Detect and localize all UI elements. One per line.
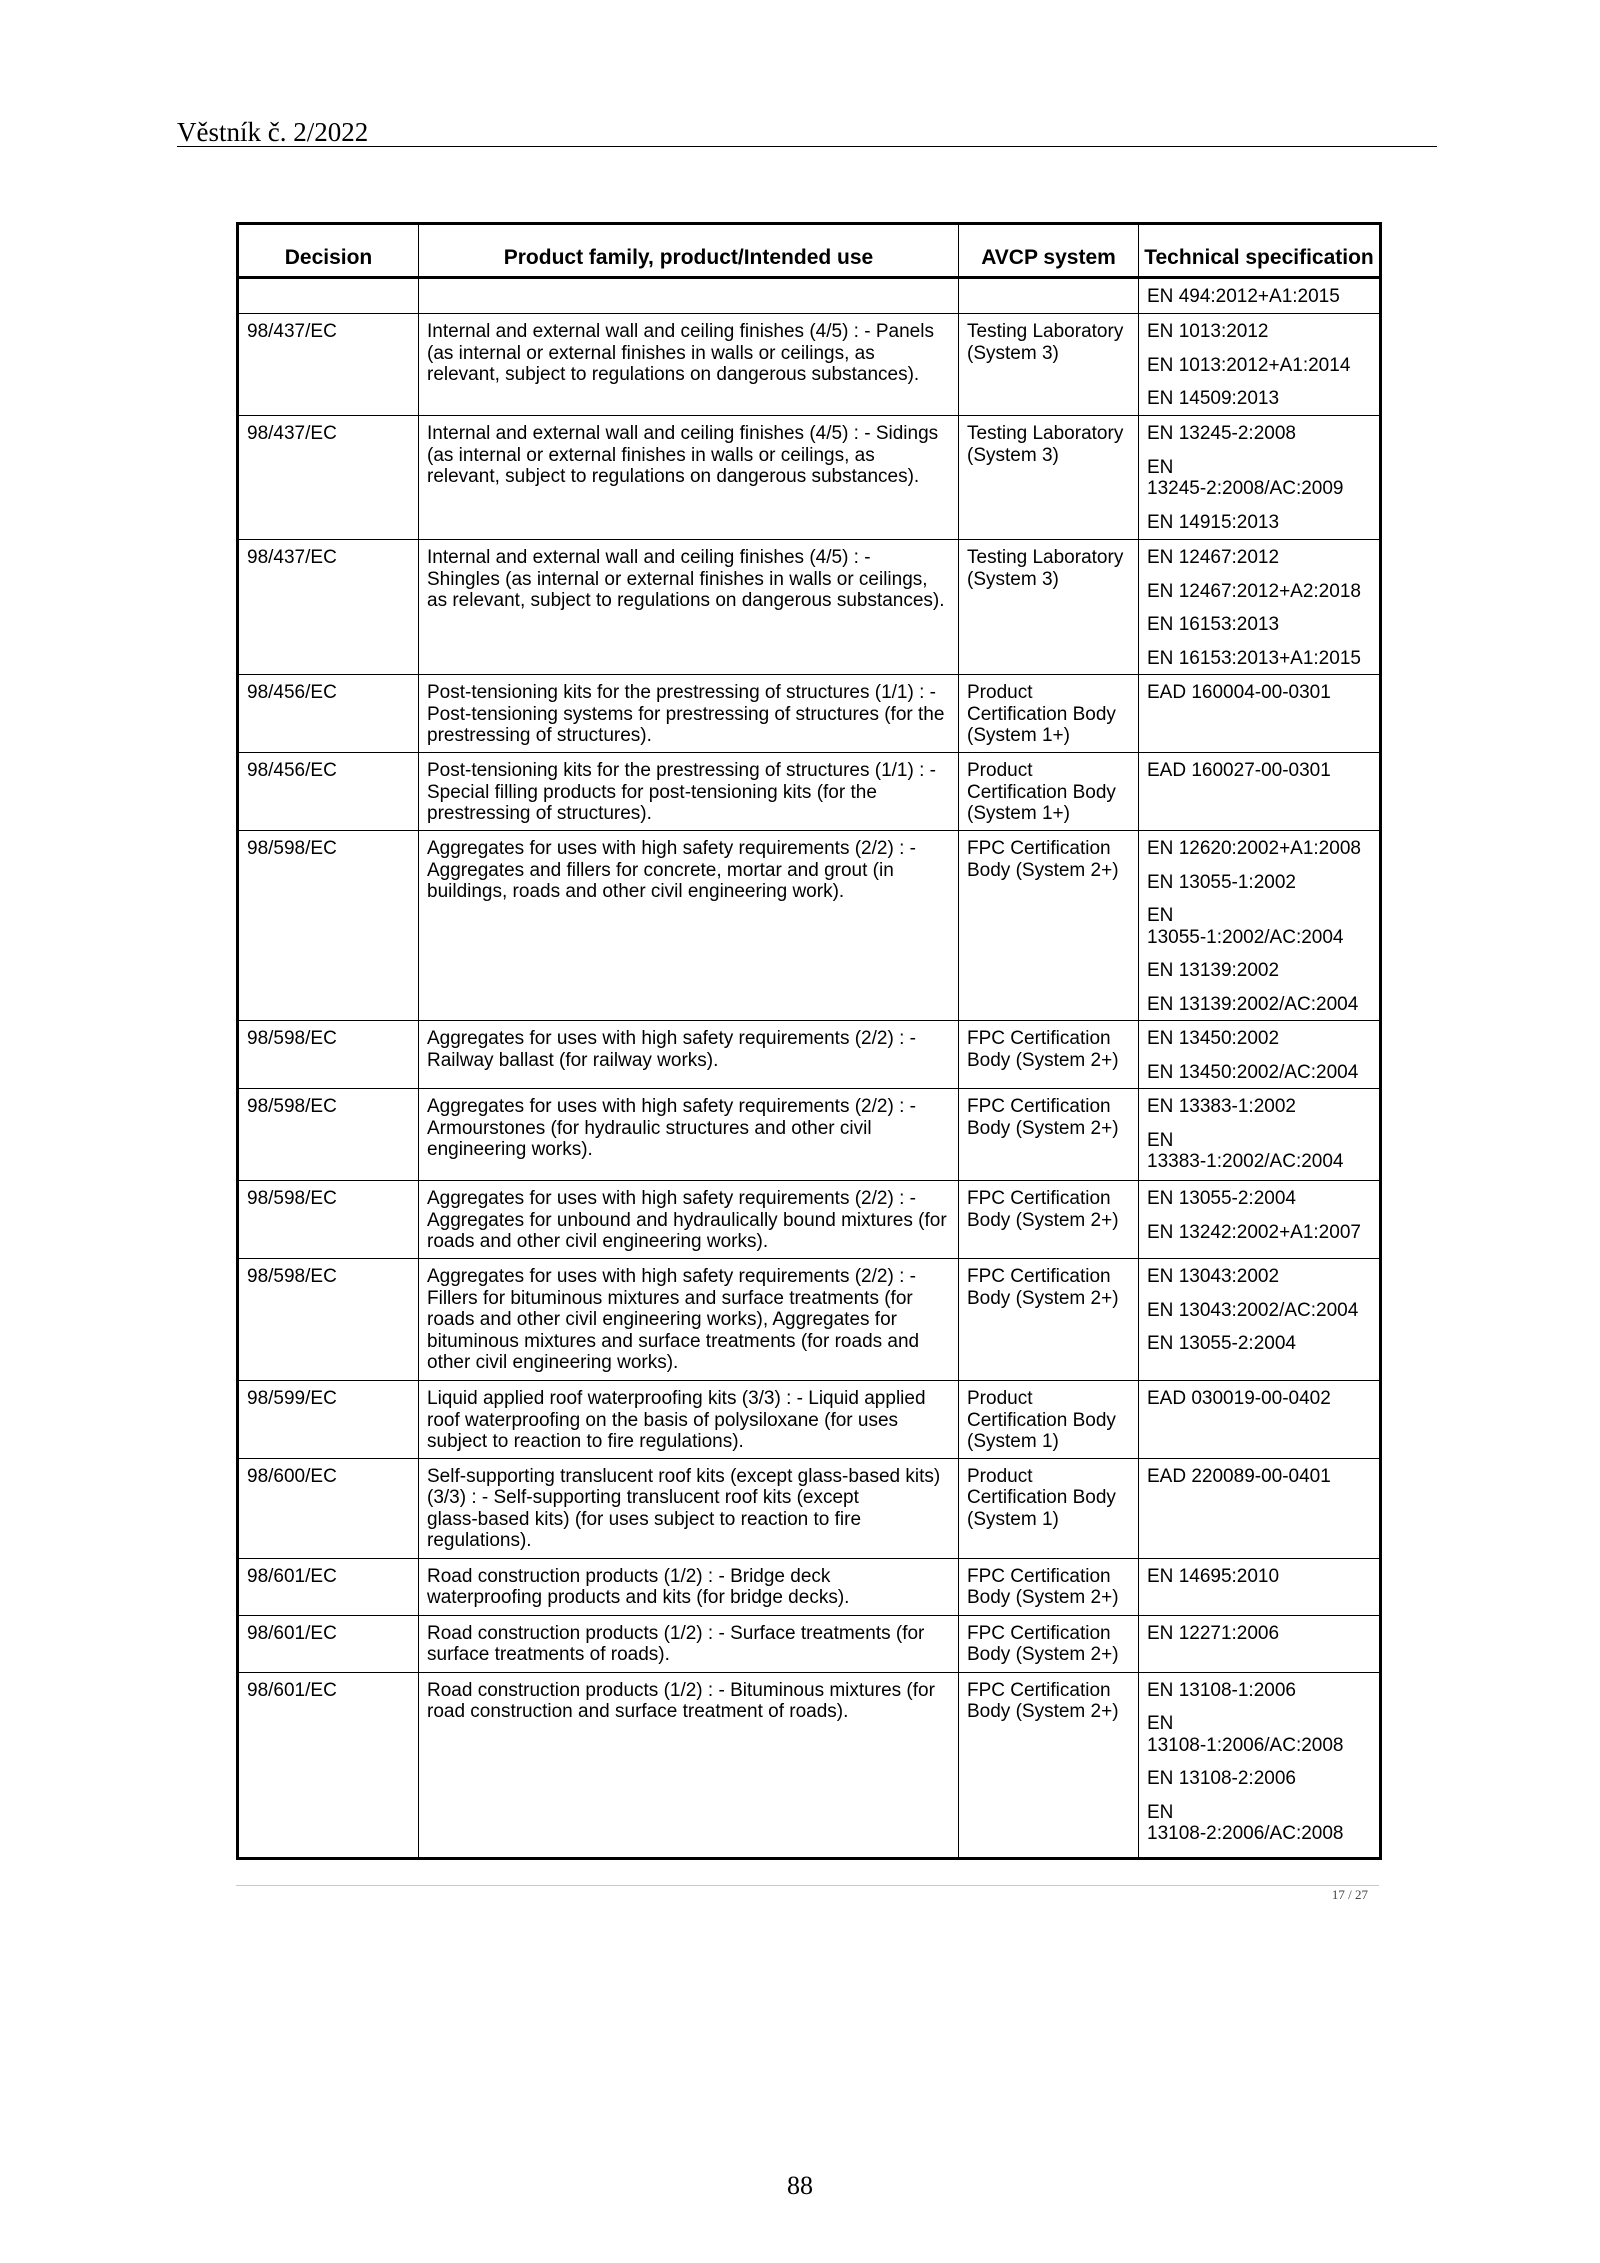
tech-spec-item: EN 13108-2:2006/AC:2008 — [1147, 1801, 1344, 1844]
product-line: Internal and external wall and ceiling finishes (4/5) : - — [427, 547, 871, 568]
tech-spec-item: EN 13139:2002 — [1147, 960, 1280, 981]
column-header-product: Product family, product/Intended use — [419, 224, 959, 278]
product-line: roof waterproofing on the basis of polysiloxane (for uses — [427, 1409, 899, 1431]
avcp-line: FPC Certification — [967, 1188, 1111, 1209]
tech-spec-cell — [1139, 831, 1381, 1021]
product-cell — [419, 314, 959, 416]
product-cell — [419, 1089, 959, 1181]
table-row — [238, 278, 1381, 314]
product-line: Shingles (as internal or external finishes in walls or ceilings, — [427, 568, 928, 590]
avcp-line: Body (System 2+) — [967, 1701, 1119, 1722]
avcp-cell — [959, 1458, 1139, 1558]
product-line: Post-tensioning kits for the prestressing of structures (1/1) : - — [427, 682, 936, 703]
tech-spec-item: EN 12271:2006 — [1147, 1622, 1280, 1644]
avcp-line: Body (System 2+) — [967, 1644, 1119, 1665]
product-cell — [419, 540, 959, 675]
product-line: Aggregates for uses with high safety requirements (2/2) : - — [427, 1266, 916, 1287]
tech-spec-item: EN 13383-1:2002 — [1147, 1096, 1296, 1117]
tech-spec-item: EN 13383-1:2002/AC:2004 — [1147, 1129, 1344, 1172]
avcp-line: Product — [967, 682, 1033, 703]
avcp-cell — [959, 1181, 1139, 1259]
tech-spec-item: EN 13450:2002 — [1147, 1028, 1280, 1049]
tech-spec-cell — [1139, 1458, 1381, 1558]
avcp-line: Body (System 2+) — [967, 859, 1119, 881]
avcp-line: (System 3) — [967, 342, 1059, 364]
product-line: prestressing of structures). — [427, 803, 652, 824]
tech-spec-cell — [1139, 753, 1381, 831]
avcp-line: Product — [967, 1388, 1033, 1409]
avcp-line: Testing Laboratory — [967, 547, 1124, 568]
tech-spec-cell — [1139, 1558, 1381, 1615]
avcp-cell — [959, 540, 1139, 675]
avcp-line: Product — [967, 1465, 1033, 1487]
product-line: Post-tensioning systems for prestressing of structures (for the — [427, 703, 945, 725]
table-row — [238, 540, 1381, 675]
product-line: Aggregates and fillers for concrete, mortar and grout (in — [427, 859, 894, 881]
tech-spec-item: EN 14509:2013 — [1147, 388, 1280, 409]
tech-spec-item: EN 13108-2:2006 — [1147, 1768, 1296, 1789]
tech-spec-item: EN 12620:2002+A1:2008 — [1147, 838, 1361, 859]
product-line: waterproofing products and kits (for bridge decks). — [427, 1587, 850, 1608]
table-row — [238, 1181, 1381, 1259]
avcp-line: Body (System 2+) — [967, 1049, 1119, 1071]
avcp-cell — [959, 416, 1139, 540]
product-line: Armourstones (for hydraulic structures and other civil — [427, 1117, 872, 1139]
avcp-line: (System 1) — [967, 1508, 1059, 1530]
decision-cell: 98/456/EC — [238, 675, 419, 753]
avcp-cell — [959, 1021, 1139, 1089]
table-row — [238, 831, 1381, 1021]
avcp-line: FPC Certification — [967, 1679, 1111, 1701]
avcp-cell — [959, 1672, 1139, 1858]
product-line: engineering works). — [427, 1139, 593, 1160]
page-number: 88 — [787, 2171, 813, 2200]
tech-spec-cell — [1139, 1615, 1381, 1672]
avcp-line: (System 1+) — [967, 725, 1070, 746]
decision-cell: 98/456/EC — [238, 753, 419, 831]
avcp-line: Certification Body — [967, 1409, 1116, 1431]
avcp-line: Body (System 2+) — [967, 1117, 1119, 1139]
table-row — [238, 416, 1381, 540]
avcp-line: Body (System 2+) — [967, 1209, 1119, 1231]
column-header-avcp: AVCP system — [959, 224, 1139, 278]
tech-spec-item: EAD 160027-00-0301 — [1147, 760, 1331, 781]
tech-spec-item: EN 13242:2002+A1:2007 — [1147, 1221, 1361, 1243]
tech-spec-item: EN 13055-1:2002/AC:2004 — [1147, 905, 1344, 948]
product-line: Special filling products for post-tensioning kits (for the — [427, 781, 877, 803]
avcp-line: (System 3) — [967, 568, 1059, 590]
decision-cell — [238, 278, 419, 314]
tech-spec-item: EN 13055-1:2002 — [1147, 871, 1296, 893]
product-line: Aggregates for uses with high safety requirements (2/2) : - — [427, 838, 916, 859]
avcp-line: (System 3) — [967, 444, 1059, 466]
avcp-line: FPC Certification — [967, 838, 1111, 859]
product-cell — [419, 1181, 959, 1259]
decision-cell: 98/437/EC — [238, 416, 419, 540]
avcp-cell — [959, 1259, 1139, 1381]
avcp-line: FPC Certification — [967, 1028, 1111, 1049]
avcp-line: Certification Body — [967, 1487, 1116, 1508]
product-cell — [419, 675, 959, 753]
product-line: Liquid applied roof waterproofing kits (3/3) : - Liquid applied — [427, 1388, 926, 1409]
product-line: Post-tensioning kits for the prestressing of structures (1/1) : - — [427, 760, 936, 781]
avcp-line: (System 1+) — [967, 803, 1070, 824]
table-row — [238, 314, 1381, 416]
avcp-line: Testing Laboratory — [967, 423, 1124, 444]
product-line: as relevant, subject to regulations on dangerous substances). — [427, 590, 945, 611]
product-cell — [419, 753, 959, 831]
tech-spec-cell — [1139, 314, 1381, 416]
avcp-cell — [959, 1558, 1139, 1615]
tech-spec-item: EAD 220089-00-0401 — [1147, 1465, 1331, 1487]
tech-spec-item: EN 494:2012+A1:2015 — [1147, 286, 1340, 307]
header-row — [238, 224, 1381, 278]
tech-spec-cell — [1139, 1259, 1381, 1381]
tech-spec-cell — [1139, 1089, 1381, 1181]
product-line: Self-supporting translucent roof kits (except glass-based kits) — [427, 1465, 941, 1487]
product-line: relevant, subject to regulations on dangerous substances). — [427, 466, 920, 487]
decision-cell: 98/598/EC — [238, 1259, 419, 1381]
decisions-table — [236, 222, 1382, 1860]
product-line: Road construction products (1/2) : - Surface treatments (for — [427, 1622, 925, 1644]
avcp-cell — [959, 1615, 1139, 1672]
avcp-line: (System 1) — [967, 1431, 1059, 1452]
product-line: roads and other civil engineering works), Aggregates for — [427, 1309, 897, 1330]
tech-spec-cell — [1139, 1021, 1381, 1089]
product-cell — [419, 1021, 959, 1089]
tech-spec-item: EN 13450:2002/AC:2004 — [1147, 1061, 1359, 1083]
avcp-line: FPC Certification — [967, 1565, 1111, 1587]
tech-spec-item: EN 1013:2012+A1:2014 — [1147, 354, 1351, 376]
decision-cell: 98/600/EC — [238, 1458, 419, 1558]
product-line: other civil engineering works). — [427, 1352, 679, 1373]
product-cell — [419, 1558, 959, 1615]
table-row — [238, 1021, 1381, 1089]
page-title: Věstník č. 2/2022 — [177, 117, 369, 147]
avcp-cell — [959, 314, 1139, 416]
decision-cell: 98/601/EC — [238, 1615, 419, 1672]
product-line: (as internal or external finishes in walls or ceilings, as — [427, 342, 875, 364]
product-line: Road construction products (1/2) : - Bituminous mixtures (for — [427, 1679, 935, 1701]
decision-cell: 98/437/EC — [238, 314, 419, 416]
tech-spec-item: EN 12467:2012+A2:2018 — [1147, 580, 1361, 602]
product-cell — [419, 1259, 959, 1381]
table-row — [238, 1672, 1381, 1858]
sheet-counter: 17 / 27 — [1331, 1887, 1368, 1902]
product-line: Internal and external wall and ceiling finishes (4/5) : - Panels — [427, 321, 934, 342]
product-line: Road construction products (1/2) : - Bridge deck — [427, 1565, 831, 1587]
table-row — [238, 1381, 1381, 1459]
tech-spec-item: EN 13245-2:2008/AC:2009 — [1147, 456, 1344, 499]
product-cell — [419, 416, 959, 540]
product-line: roads and other civil engineering works). — [427, 1231, 769, 1252]
product-line: Fillers for bituminous mixtures and surface treatments (for — [427, 1287, 913, 1309]
product-line: (3/3) : - Self-supporting translucent roof kits (except — [427, 1487, 859, 1508]
product-line: Aggregates for uses with high safety requirements (2/2) : - — [427, 1188, 916, 1209]
product-line: prestressing of structures). — [427, 725, 652, 746]
avcp-cell — [959, 1089, 1139, 1181]
avcp-line: FPC Certification — [967, 1096, 1111, 1117]
product-line: buildings, roads and other civil engineering work). — [427, 881, 845, 902]
avcp-line: Certification Body — [967, 781, 1116, 803]
table-row — [238, 1458, 1381, 1558]
tech-spec-item: EN 13245-2:2008 — [1147, 423, 1296, 444]
decision-cell: 98/598/EC — [238, 831, 419, 1021]
table-row — [238, 1259, 1381, 1381]
product-cell — [419, 1672, 959, 1858]
avcp-line: FPC Certification — [967, 1622, 1111, 1644]
product-line: glass-based kits) (for uses subject to reaction to fire — [427, 1508, 862, 1530]
tech-spec-item: EN 12467:2012 — [1147, 547, 1280, 568]
tech-spec-cell — [1139, 1181, 1381, 1259]
avcp-line: Body (System 2+) — [967, 1587, 1119, 1608]
avcp-cell — [959, 675, 1139, 753]
product-cell — [419, 278, 959, 314]
tech-spec-item: EN 13139:2002/AC:2004 — [1147, 993, 1359, 1015]
tech-spec-item: EN 1013:2012 — [1147, 321, 1269, 342]
header-rule — [177, 146, 1437, 147]
product-cell — [419, 1615, 959, 1672]
product-line: bituminous mixtures and surface treatments (for roads and — [427, 1330, 920, 1352]
product-line: subject to reaction to fire regulations). — [427, 1431, 744, 1452]
tech-spec-item: EN 16153:2013+A1:2015 — [1147, 647, 1361, 669]
tech-spec-item: EN 13108-1:2006 — [1147, 1679, 1296, 1701]
tech-spec-item: EN 16153:2013 — [1147, 614, 1280, 635]
avcp-cell — [959, 1381, 1139, 1459]
decision-cell: 98/601/EC — [238, 1672, 419, 1858]
tech-spec-item: EN 13043:2002 — [1147, 1266, 1280, 1287]
column-header-technical-specification: Technical specification — [1139, 224, 1381, 278]
avcp-cell — [959, 278, 1139, 314]
decision-cell: 98/601/EC — [238, 1558, 419, 1615]
product-line: regulations). — [427, 1530, 532, 1551]
product-line: Aggregates for uses with high safety requirements (2/2) : - — [427, 1096, 916, 1117]
tech-spec-cell — [1139, 416, 1381, 540]
avcp-line: FPC Certification — [967, 1266, 1111, 1287]
tech-spec-item: EAD 160004-00-0301 — [1147, 682, 1331, 703]
table-row — [238, 753, 1381, 831]
tech-spec-cell — [1139, 675, 1381, 753]
tech-spec-item: EAD 030019-00-0402 — [1147, 1388, 1331, 1409]
decision-cell: 98/599/EC — [238, 1381, 419, 1459]
product-line: Railway ballast (for railway works). — [427, 1049, 719, 1071]
product-line: (as internal or external finishes in walls or ceilings, as — [427, 444, 875, 466]
table-header — [238, 224, 1381, 278]
tech-spec-cell — [1139, 1672, 1381, 1858]
product-line: road construction and surface treatment of roads). — [427, 1701, 849, 1722]
table-body — [238, 278, 1381, 1859]
tech-spec-item: EN 13108-1:2006/AC:2008 — [1147, 1713, 1344, 1756]
avcp-cell — [959, 831, 1139, 1021]
tech-spec-cell — [1139, 1381, 1381, 1459]
table-row — [238, 675, 1381, 753]
tech-spec-item: EN 13055-2:2004 — [1147, 1333, 1296, 1354]
tech-spec-item: EN 14695:2010 — [1147, 1565, 1280, 1587]
table-row — [238, 1615, 1381, 1672]
avcp-line: Product — [967, 760, 1033, 781]
avcp-line: Testing Laboratory — [967, 321, 1124, 342]
tech-spec-cell — [1139, 278, 1381, 314]
avcp-line: Certification Body — [967, 703, 1116, 725]
tech-spec-cell — [1139, 540, 1381, 675]
product-cell — [419, 1458, 959, 1558]
table-row — [238, 1558, 1381, 1615]
product-line: Aggregates for unbound and hydraulically bound mixtures (for — [427, 1209, 947, 1231]
product-cell — [419, 1381, 959, 1459]
product-line: Aggregates for uses with high safety requirements (2/2) : - — [427, 1028, 916, 1049]
tech-spec-item: EN 13043:2002/AC:2004 — [1147, 1299, 1359, 1321]
product-cell — [419, 831, 959, 1021]
tech-spec-item: EN 13055-2:2004 — [1147, 1188, 1296, 1209]
decision-cell: 98/598/EC — [238, 1089, 419, 1181]
decision-cell: 98/437/EC — [238, 540, 419, 675]
table-row — [238, 1089, 1381, 1181]
avcp-line: Body (System 2+) — [967, 1287, 1119, 1309]
avcp-cell — [959, 753, 1139, 831]
decision-cell: 98/598/EC — [238, 1021, 419, 1089]
footer-rule — [236, 1885, 1379, 1886]
tech-spec-item: EN 14915:2013 — [1147, 511, 1280, 533]
product-line: relevant, subject to regulations on dangerous substances). — [427, 364, 920, 385]
product-line: surface treatments of roads). — [427, 1644, 670, 1665]
product-line: Internal and external wall and ceiling finishes (4/5) : - Sidings — [427, 423, 939, 444]
column-header-decision: Decision — [238, 224, 419, 278]
decision-cell: 98/598/EC — [238, 1181, 419, 1259]
